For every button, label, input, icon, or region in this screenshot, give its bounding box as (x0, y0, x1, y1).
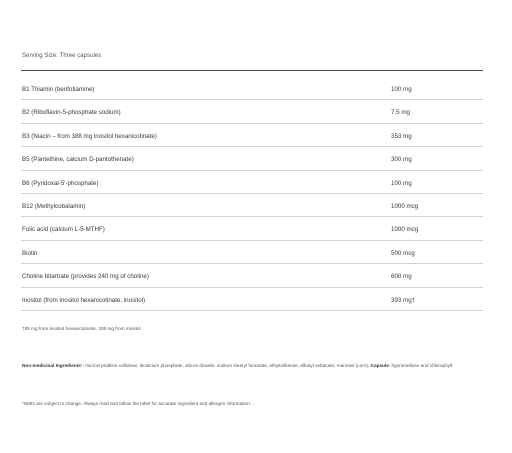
nutrient-name: B2 (Riboflavin-5-phosphate sodium) (22, 109, 121, 117)
nutrient-amount: 100 mg (391, 179, 412, 187)
nmi-disclaimer: *NMIs are subject to change. Always read and follow the label for accurate ingredient and allergen information. (22, 401, 252, 406)
table-row (21, 217, 483, 240)
nutrient-name: B6 (Pyridoxal-5'-phosphate) (22, 179, 99, 187)
nutrient-name: B5 (Pantethine, calcium D-pantothenate) (22, 156, 134, 164)
nutrient-name: Folic acid (calcium L-5-MTHF) (22, 226, 105, 234)
table-row (21, 77, 483, 100)
table-row (21, 264, 483, 287)
nutrient-name: Biotin (22, 249, 38, 257)
nutrient-name: B12 (Methylcobalamin) (22, 202, 86, 210)
nutrient-amount: 353 mg (391, 132, 412, 140)
table-row (21, 171, 483, 194)
table-row (21, 194, 483, 217)
header-rule (21, 70, 483, 71)
serving-size: Serving Size: Three capsules (22, 53, 102, 59)
table-row (21, 124, 483, 147)
inositol-footnote: †85 mg from inositol hexanicotinate, 308 mg from inositol (22, 326, 141, 331)
nutrient-amount: 300 mg (391, 156, 412, 164)
nutrient-amount: 500 mcg (391, 249, 415, 257)
capsule-label: Capsule (370, 363, 389, 368)
nutrient-amount: 1000 mcg (391, 226, 419, 234)
nutrient-name: B1 Thiamin (benfotiamine) (22, 86, 95, 93)
non-medicinal-ingredients (22, 360, 484, 373)
table-row (21, 241, 483, 264)
nutrient-name: B3 (Niacin – from 388 mg inositol hexanicotinate) (22, 132, 157, 140)
ingredients-label: Non-medicinal Ingredients (22, 363, 81, 368)
nutrient-amount: 393 mg† (391, 296, 416, 304)
nutrient-amount: 600 mg (391, 273, 412, 281)
capsule-text: : hypromellose and chlorophyll. (388, 363, 454, 368)
ingredients-list: *: microcrystalline cellulose, dicalcium phosphate, silicon dioxide, sodium stearyl fumarate, ethylcellulose, dibutyl sebacate, mannitol (corn). (80, 363, 371, 368)
table-row (21, 100, 483, 123)
nutrient-amount: 100 mg (391, 86, 412, 93)
nutrient-name: Inositol (from inositol hexanicotinate, inositol) (22, 296, 146, 304)
table-row (21, 147, 483, 170)
nutrient-amount: 1000 mcg (391, 202, 419, 210)
nutrient-table (21, 77, 483, 311)
nutrient-amount: 7.5 mg (391, 109, 410, 117)
nutrient-name: Choline bitartrate (provides 240 mg of choline) (22, 273, 149, 281)
table-row (21, 288, 483, 311)
